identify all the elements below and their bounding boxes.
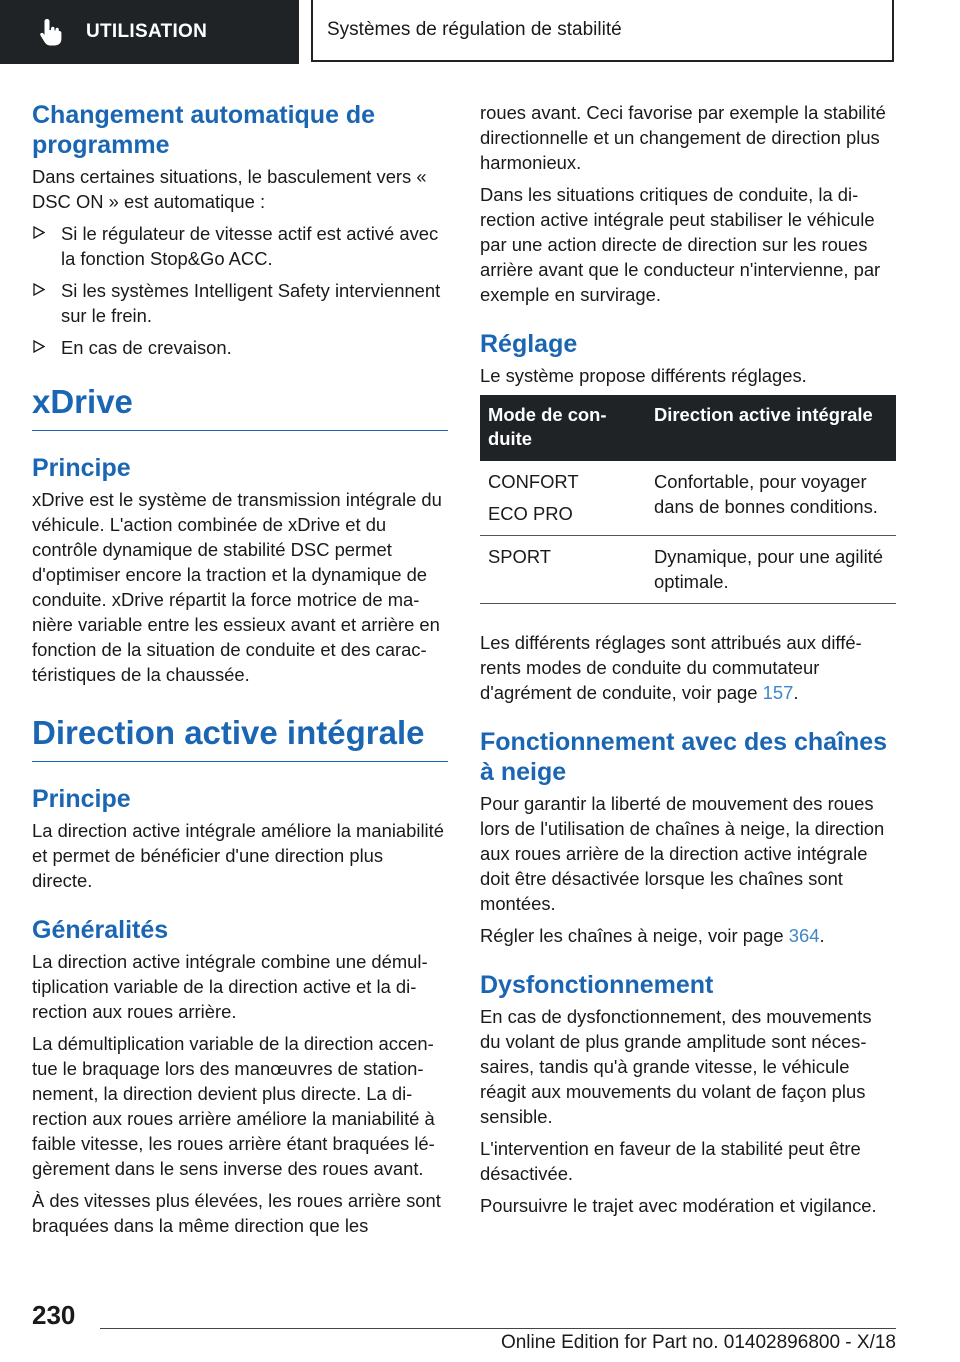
chains-p1: Pour garantir la liberté de mouvement des roues lors de l'utilisation de chaînes à neige, la direction aux roues arrière de la direction active intégrale doit être désactivée lorsque les chaînes sont montées.	[480, 793, 885, 914]
auto-program-intro: Dans certaines situations, le basculement vers « DSC ON » est automatique :	[32, 166, 427, 212]
continued-p1: roues avant. Ceci favorise par exemple la stabilité directionnelle et un changement de direction plus harmonieux.	[480, 102, 886, 173]
das-principe-text: La direction active intégrale améliore la maniabilité et permet de bénéficier d'une direction plus directe.	[32, 820, 444, 891]
table-cell-mode: SPORT	[480, 536, 646, 604]
chapter-title: Systèmes de régulation de stabilité	[327, 19, 622, 40]
after-table-text: Les différents réglages sont attribués aux différents modes de conduite du commutateur d'agrément de conduite, voir page 157.	[480, 632, 862, 703]
hand-pointer-icon	[38, 17, 64, 47]
triangle-bullet-icon	[33, 226, 45, 239]
auto-program-heading: Changement automatique de programme	[32, 101, 376, 159]
chains-p2: Régler les chaînes à neige, voir page 364.	[480, 925, 825, 946]
table-row	[480, 461, 896, 536]
table-row	[480, 536, 896, 604]
col-header-direction: Direction active intégrale	[646, 395, 896, 461]
generalites-heading: Généralités	[32, 916, 169, 944]
section-title: UTILISATION	[86, 21, 208, 42]
dysf-p1: En cas de dysfonctionnement, des mouvements du volant de plus grande amplitude sont nécessaires, tandis qu'à grande vitesse, le véhicule réagit aux mouvements du volant de façon plus sensible.	[480, 1006, 872, 1127]
table-cell-desc: Dynamique, pour une agilité optimale.	[646, 536, 896, 604]
page-number: 230	[32, 1300, 76, 1330]
page-link-364[interactable]: 364	[788, 925, 820, 946]
generalites-p1: La direction active intégrale combine une démultiplication variable de la direction active et la direction aux roues arrière.	[32, 951, 428, 1022]
dysf-p2: L'intervention en faveur de la stabilité peut être désactivée.	[480, 1138, 861, 1184]
triangle-bullet-icon	[33, 340, 45, 353]
footer-divider	[100, 1328, 896, 1329]
reglage-intro: Le système propose différents réglages.	[480, 365, 807, 386]
xdrive-text: xDrive est le système de transmission intégrale du véhicule. L'action combinée de xDrive et du contrôle dynamique de stabilité DSC permet d'optimiser encore la traction et la dynamique de conduite. xDrive répartit la force motrice de manière variable entre les essieux avant et arrière en fonction de la situation de conduite et des caractéristiques de la chaussée.	[32, 489, 442, 685]
left-column	[32, 100, 448, 1245]
xdrive-title: xDrive	[32, 382, 448, 431]
section-tab	[0, 0, 299, 64]
table-cell-mode: CONFORT ECO PRO	[480, 461, 646, 536]
chains-heading: Fonctionnement avec des chaînes à neige	[480, 728, 888, 786]
reglage-heading: Réglage	[480, 330, 578, 358]
settings-table	[480, 395, 896, 604]
das-title: Direction active intégrale	[32, 713, 448, 762]
xdrive-principe-heading: Principe	[32, 454, 131, 482]
generalites-p3: À des vitesses plus élevées, les roues arrière sont braquées dans la même direction que les	[32, 1190, 441, 1236]
table-cell-desc: Confortable, pour voyager dans de bonnes conditions.	[646, 461, 896, 536]
list-item: Si les systèmes Intelligent Safety interviennent sur le frein.	[32, 278, 448, 328]
page-header	[0, 0, 960, 66]
dysf-p3: Poursuivre le trajet avec modération et vigilance.	[480, 1195, 877, 1216]
right-column	[480, 100, 896, 1225]
das-principe-heading: Principe	[32, 785, 131, 813]
edition-text: Online Edition for Part no. 01402896800 - X/18	[500, 1332, 896, 1353]
col-header-mode: Mode de conduite	[480, 395, 646, 461]
dysfonctionnement-heading: Dysfonctionnement	[480, 971, 714, 999]
page-footer	[0, 1290, 960, 1362]
triangle-bullet-icon	[33, 283, 45, 296]
auto-program-list	[32, 221, 448, 360]
generalites-p2: La démultiplication variable de la direction accentue le braquage lors des manœuvres de stationnement, la direction devient plus directe. La direction aux roues arrière améliore la maniabilité à faible vitesse, les roues arrière étant braquées légèrement dans le sens inverse des roues avant.	[32, 1033, 435, 1179]
table-header-row	[480, 395, 896, 461]
list-item: En cas de crevaison.	[32, 335, 448, 360]
chapter-tab	[311, 0, 894, 62]
list-item: Si le régulateur de vitesse actif est activé avec la fonction Stop&Go ACC.	[32, 221, 448, 271]
page-link-157[interactable]: 157	[762, 682, 794, 703]
continued-p2: Dans les situations critiques de conduite, la direction active intégrale peut stabiliser le véhicule par une action directe de direction sur les roues arrière avant que le conducteur n'intervienne, par exemple en survirage.	[480, 184, 881, 305]
